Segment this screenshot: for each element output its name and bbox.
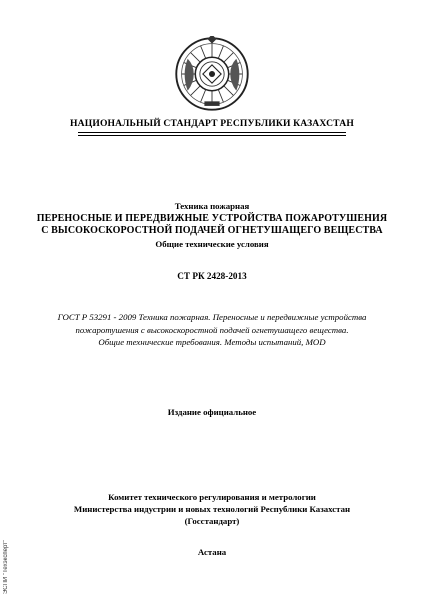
- watermark-text: ЭСПИ "Техэксперт": [3, 539, 9, 594]
- document-title-line-1: ПЕРЕНОСНЫЕ И ПЕРЕДВИЖНЫЕ УСТРОЙСТВА ПОЖАРОТУШЕНИЯ: [36, 212, 388, 224]
- title-divider-bottom: [78, 135, 346, 136]
- publisher-line-3: (Госстандарт): [184, 516, 240, 526]
- standard-code: СТ РК 2428-2013: [177, 271, 247, 281]
- publisher-line-2: Министерства индустрии и новых технологий Республики Казахстан: [73, 504, 351, 514]
- publisher-line-1: Комитет технического регулирования и метрологии: [108, 492, 316, 502]
- document-title-line-2: С ВЫСОКОСКОРОСТНОЙ ПОДАЧЕЙ ОГНЕТУШАЩЕГО ВЕЩЕСТВА: [41, 225, 383, 236]
- gost-reference-line-1: ГОСТ Р 53291 - 2009 Техника пожарная. Переносные и передвижные устройства: [57, 312, 367, 322]
- document-subtitle: Общие технические условия: [155, 238, 269, 249]
- kazakhstan-state-emblem-icon: [174, 36, 250, 112]
- title-divider-top: [78, 132, 346, 133]
- gost-reference: [0, 311, 424, 349]
- edition-label: Издание официальное: [167, 407, 257, 417]
- gost-reference-line-3: Общие технические требования. Методы испытаний, MOD: [98, 337, 326, 347]
- document-title-block: [0, 200, 424, 250]
- national-standard-title: НАЦИОНАЛЬНЫЙ СТАНДАРТ РЕСПУБЛИКИ КАЗАХСТАН: [70, 118, 354, 129]
- publisher-block: [0, 491, 424, 527]
- publication-city: Астана: [197, 547, 227, 557]
- document-category: Техника пожарная: [174, 201, 250, 211]
- gost-reference-line-2: пожаротушения с высокоскоростной подачей огнетушащего вещества.: [75, 324, 349, 335]
